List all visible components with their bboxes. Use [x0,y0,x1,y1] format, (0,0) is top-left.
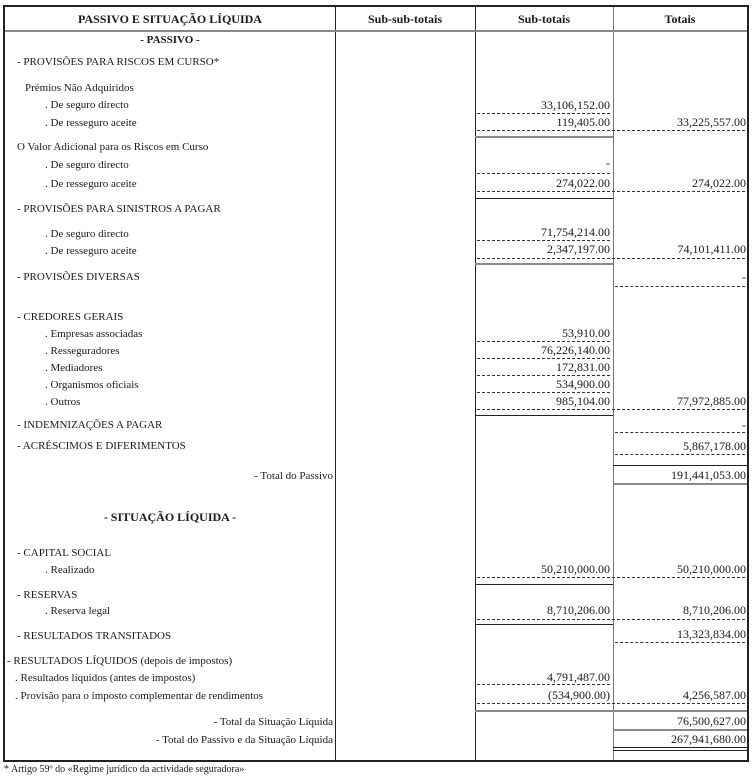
rule [475,198,613,199]
dashed-rule [477,258,745,259]
credores-item-value: 53,910.00 [562,326,610,340]
va-directo-value: - [606,156,610,170]
acrescimos-label: - ACRÉSCIMOS E DIFERIMENTOS [17,440,186,452]
dashed-rule [477,577,745,578]
total-geral-label: - Total do Passivo e da Situação Líquida [155,734,333,746]
indemnizacoes-label: - INDEMNIZAÇÕES A PAGAR [17,419,163,431]
dashed-rule [615,432,745,433]
dashed-rule [477,113,610,114]
provisoes-sinistros-label: - PROVISÕES PARA SINISTROS A PAGAR [17,203,221,215]
reserva-legal-label: . Reserva legal [45,605,111,617]
sinistros-directo-value: 71,754,214.00 [541,225,610,239]
total-situacao-value: 76,500,627.00 [677,714,746,728]
balance-sheet-table [3,5,749,762]
footnote: * Artigo 59º do «Regime jurídico da actividade seguradora» [4,764,245,775]
rule [475,263,613,265]
credores-total: 77,972,885.00 [677,394,746,408]
dashed-rule [477,341,610,342]
dashed-rule [477,375,610,376]
va-aceite-label: . De resseguro aceite [45,178,137,190]
resultados-liquidos-total: 4,256,587.00 [683,688,746,702]
valor-adicional-label: O Valor Adicional para os Riscos em Curso [17,141,209,153]
provisoes-diversas-total: - [742,270,746,284]
resultados-transitados-label: - RESULTADOS TRANSITADOS [17,630,172,642]
dashed-rule [477,358,610,359]
acrescimos-total: 5,867,178.00 [683,439,746,453]
sinistros-aceite-label: . De resseguro aceite [45,245,137,257]
header-totals: Totais [664,12,696,26]
credores-item-value: 172,831.00 [556,360,610,374]
section-title-situacao: - SITUAÇÃO LÍQUIDA - [103,510,237,524]
reservas-total: 8,710,206.00 [683,603,746,617]
rule [613,483,747,485]
header-description: PASSIVO E SITUAÇÃO LÍQUIDA [78,12,262,26]
total-geral-value: 267,941,680.00 [671,732,746,746]
dashed-rule [477,240,610,241]
header-sub-totals: Sub-totais [517,12,570,26]
credores-item-label: . Mediadores [45,362,103,374]
provisoes-riscos-label: - PROVISÕES PARA RISCOS EM CURSO* [17,56,220,68]
dashed-rule [477,173,610,174]
premios-total: 33,225,557.00 [677,115,746,129]
provisao-imposto-label: . Provisão para o imposto complementar de rendimentos [15,690,264,702]
credores-item-label: . Empresas associadas [45,328,143,340]
credores-item-value: 985,104.00 [556,394,610,408]
total-situacao-label: - Total da Situação Líquida [213,716,333,728]
provisao-imposto-value: (534,900.00) [548,688,610,702]
capital-social-total: 50,210,000.00 [677,562,746,576]
credores-item-value: 534,900.00 [556,377,610,391]
premios-directo-value: 33,106,152.00 [541,98,610,112]
va-aceite-value: 274,022.00 [556,176,610,190]
rule [613,750,747,751]
resultados-liquidos-label: - RESULTADOS LÍQUIDOS (depois de impostos) [7,655,233,667]
reservas-label: - RESERVAS [17,589,78,601]
dashed-rule [477,619,745,620]
header-sub-sub-totals: Sub-sub-totais [367,12,443,26]
section-title-passivo: - PASSIVO - [140,34,200,46]
rule [475,624,613,625]
provisoes-diversas-label: - PROVISÕES DIVERSAS [17,271,140,283]
credores-item-label: . Outros [45,396,81,408]
dashed-rule [615,454,745,455]
dashed-rule [477,703,745,704]
header-divider [5,30,747,32]
capital-social-label: - CAPITAL SOCIAL [17,547,112,559]
premios-aceite-label: . De resseguro aceite [45,117,137,129]
capital-realizado-label: . Realizado [45,564,95,576]
dashed-rule [477,409,745,410]
rule [475,710,747,712]
dashed-rule [477,130,745,131]
credores-item-label: . Organismos oficiais [45,379,139,391]
rule [475,136,613,138]
va-total: 274,022.00 [692,176,746,190]
reserva-legal-value: 8,710,206.00 [547,603,610,617]
premios-label: Prémios Não Adquiridos [25,82,134,94]
resultados-transitados-total: 13,323,834.00 [677,627,746,641]
credores-gerais-label: - CREDORES GERAIS [17,311,124,323]
dashed-rule [615,286,745,287]
sinistros-aceite-value: 2,347,197.00 [547,242,610,256]
total-passivo-label: - Total do Passivo [254,470,333,482]
rule [613,747,747,748]
sinistros-directo-label: . De seguro directo [45,228,129,240]
resultados-antes-value: 4,791,487.00 [547,670,610,684]
total-passivo-value: 191,441,053.00 [671,468,746,482]
premios-aceite-value: 119,405.00 [556,115,610,129]
dashed-rule [615,642,745,643]
dashed-rule [477,191,745,192]
credores-item-value: 76,226,140.00 [541,343,610,357]
rule [613,729,747,731]
capital-realizado-value: 50,210,000.00 [541,562,610,576]
column-divider [613,7,614,760]
rule [613,465,747,466]
credores-item-label: . Resseguradores [45,345,120,357]
rule [475,584,613,585]
column-divider [335,7,336,760]
rule [475,415,613,416]
dashed-rule [477,392,610,393]
resultados-antes-label: . Resultados líquidos (antes de impostos) [15,672,196,684]
sinistros-total: 74,101,411.00 [677,242,746,256]
indemnizacoes-total: - [742,418,746,432]
dashed-rule [477,684,610,685]
va-directo-label: . De seguro directo [45,159,129,171]
premios-directo-label: . De seguro directo [45,99,129,111]
